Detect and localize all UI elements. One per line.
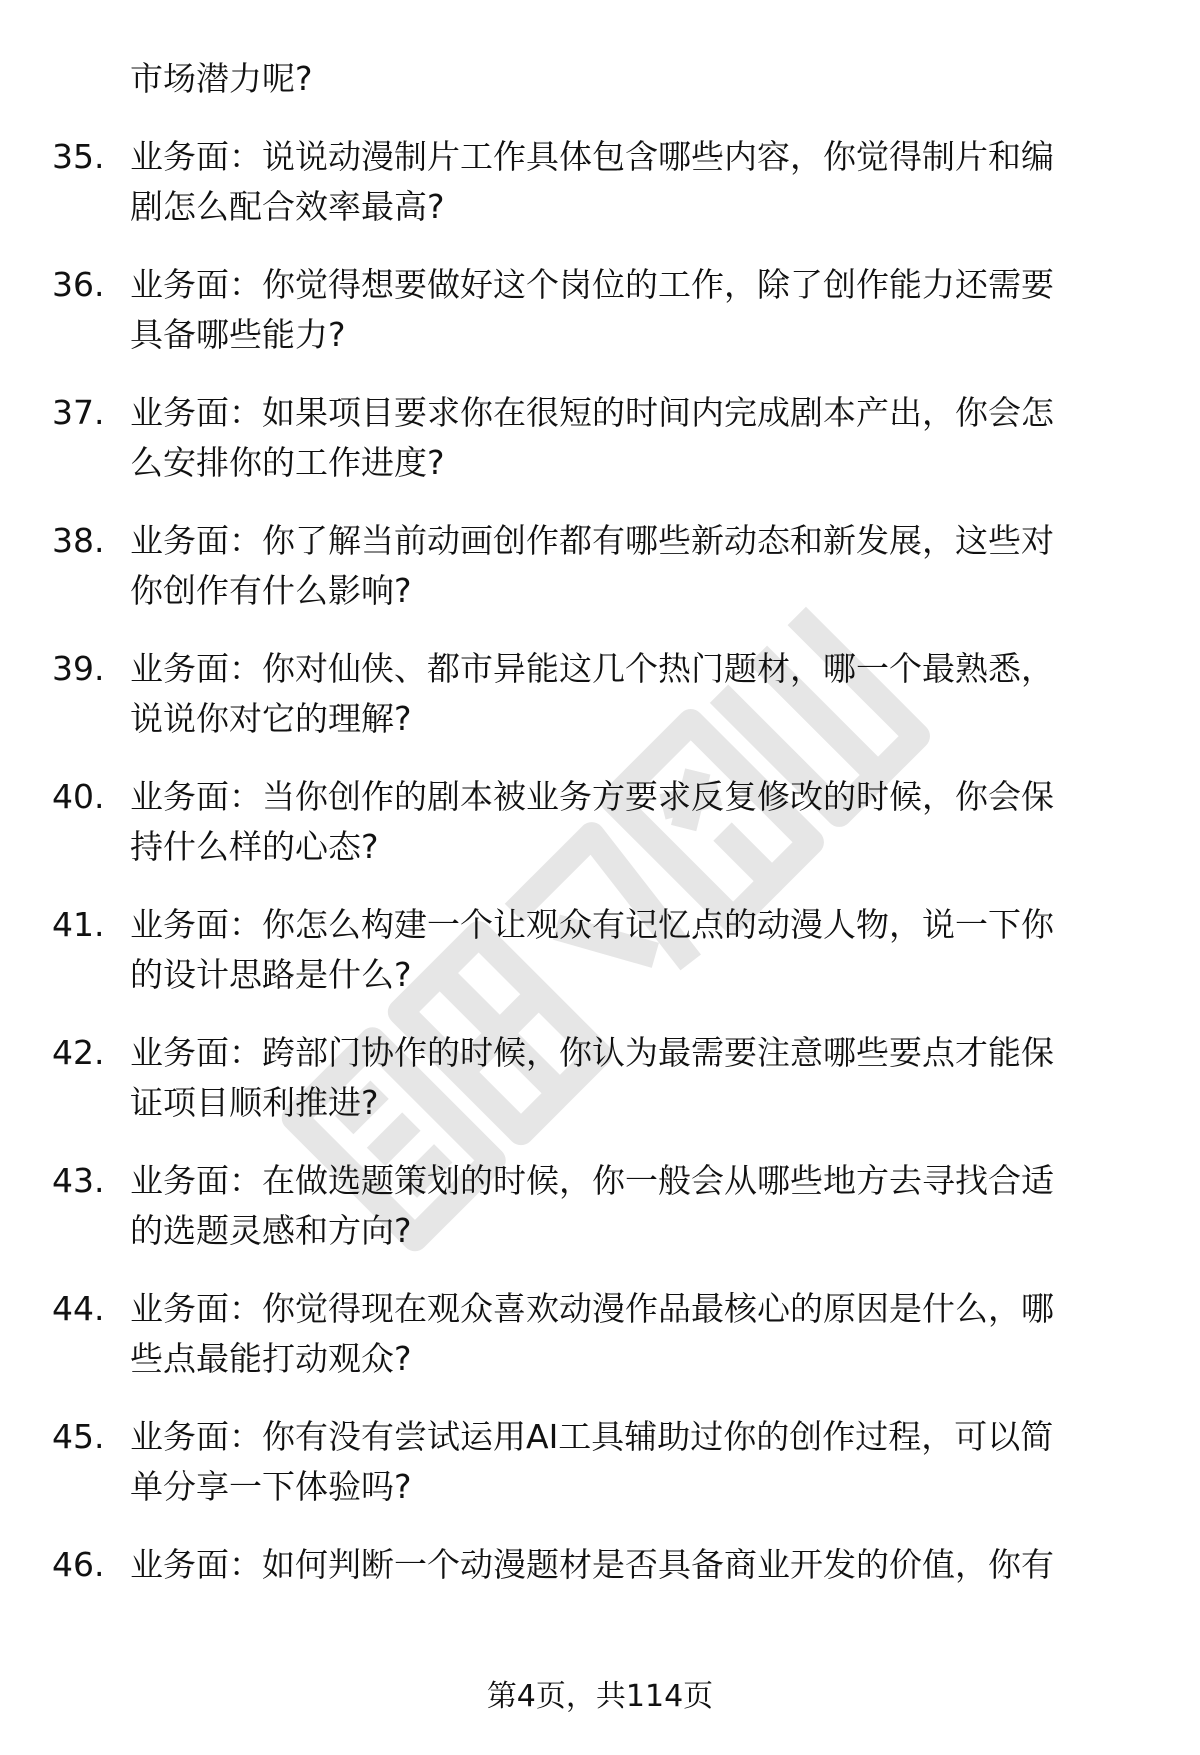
question-item [0,260,1200,360]
continuation-text: 市场潜力呢? [130,59,313,98]
question-text-line: 业务面：你了解当前动画创作都有哪些新动态和新发展，这些对 [130,521,1054,560]
question-number: 42. [52,1033,105,1072]
question-text-line: 业务面：在做选题策划的时候，你一般会从哪些地方去寻找合适 [130,1161,1054,1200]
question-text-line: 业务面：你怎么构建一个让观众有记忆点的动漫人物，说一下你 [130,905,1054,944]
question-number: 43. [52,1161,105,1200]
question-text-line: 说说你对它的理解? [130,699,412,738]
question-number: 36. [52,265,105,304]
question-number: 46. [52,1545,105,1584]
question-text-line: 些点最能打动观众? [130,1339,412,1378]
question-item [0,1412,1200,1512]
question-number: 41. [52,905,105,944]
question-number: 39. [52,649,105,688]
question-text-line: 业务面：你有没有尝试运用AI工具辅助过你的创作过程，可以简 [130,1417,1054,1456]
question-text-line: 业务面：当你创作的剧本被业务方要求反复修改的时候，你会保 [130,777,1054,816]
question-text-line: 具备哪些能力? [130,315,346,354]
question-item [0,644,1200,744]
question-number: 38. [52,521,105,560]
question-text-line: 的设计思路是什么? [130,955,412,994]
question-item [0,1540,1200,1640]
question-item [0,516,1200,616]
question-text-line: 业务面：跨部门协作的时候，你认为最需要注意哪些要点才能保 [130,1033,1054,1072]
question-number: 44. [52,1289,105,1328]
question-text-line: 么安排你的工作进度? [130,443,445,482]
question-number: 45. [52,1417,105,1456]
question-text-line: 业务面：你觉得想要做好这个岗位的工作，除了创作能力还需要 [130,265,1054,304]
question-text-line: 的选题灵感和方向? [130,1211,412,1250]
question-text-line: 证项目顺利推进? [130,1083,379,1122]
question-item [0,388,1200,488]
question-item [0,132,1200,232]
question-item [0,1156,1200,1256]
page-footer: 第4页，共114页 [486,1679,714,1714]
question-text-line: 业务面：说说动漫制片工作具体包含哪些内容，你觉得制片和编 [130,137,1054,176]
question-item [0,772,1200,872]
question-item [0,1028,1200,1128]
question-text-line: 业务面：如何判断一个动漫题材是否具备商业开发的价值，你有 [130,1545,1054,1584]
question-item [0,1284,1200,1384]
question-text-line: 业务面：如果项目要求你在很短的时间内完成剧本产出，你会怎 [130,393,1054,432]
question-number: 40. [52,777,105,816]
question-text-line: 业务面：你觉得现在观众喜欢动漫作品最核心的原因是什么，哪 [130,1289,1054,1328]
question-number: 35. [52,137,105,176]
question-item [0,900,1200,1000]
question-number: 37. [52,393,105,432]
question-text-line: 持什么样的心态? [130,827,379,866]
question-text-line: 你创作有什么影响? [130,571,412,610]
question-text-line: 剧怎么配合效率最高? [130,187,445,226]
question-text-line: 业务面：你对仙侠、都市异能这几个热门题材，哪一个最熟悉， [130,649,1054,688]
question-text-line: 单分享一下体验吗? [130,1467,412,1506]
